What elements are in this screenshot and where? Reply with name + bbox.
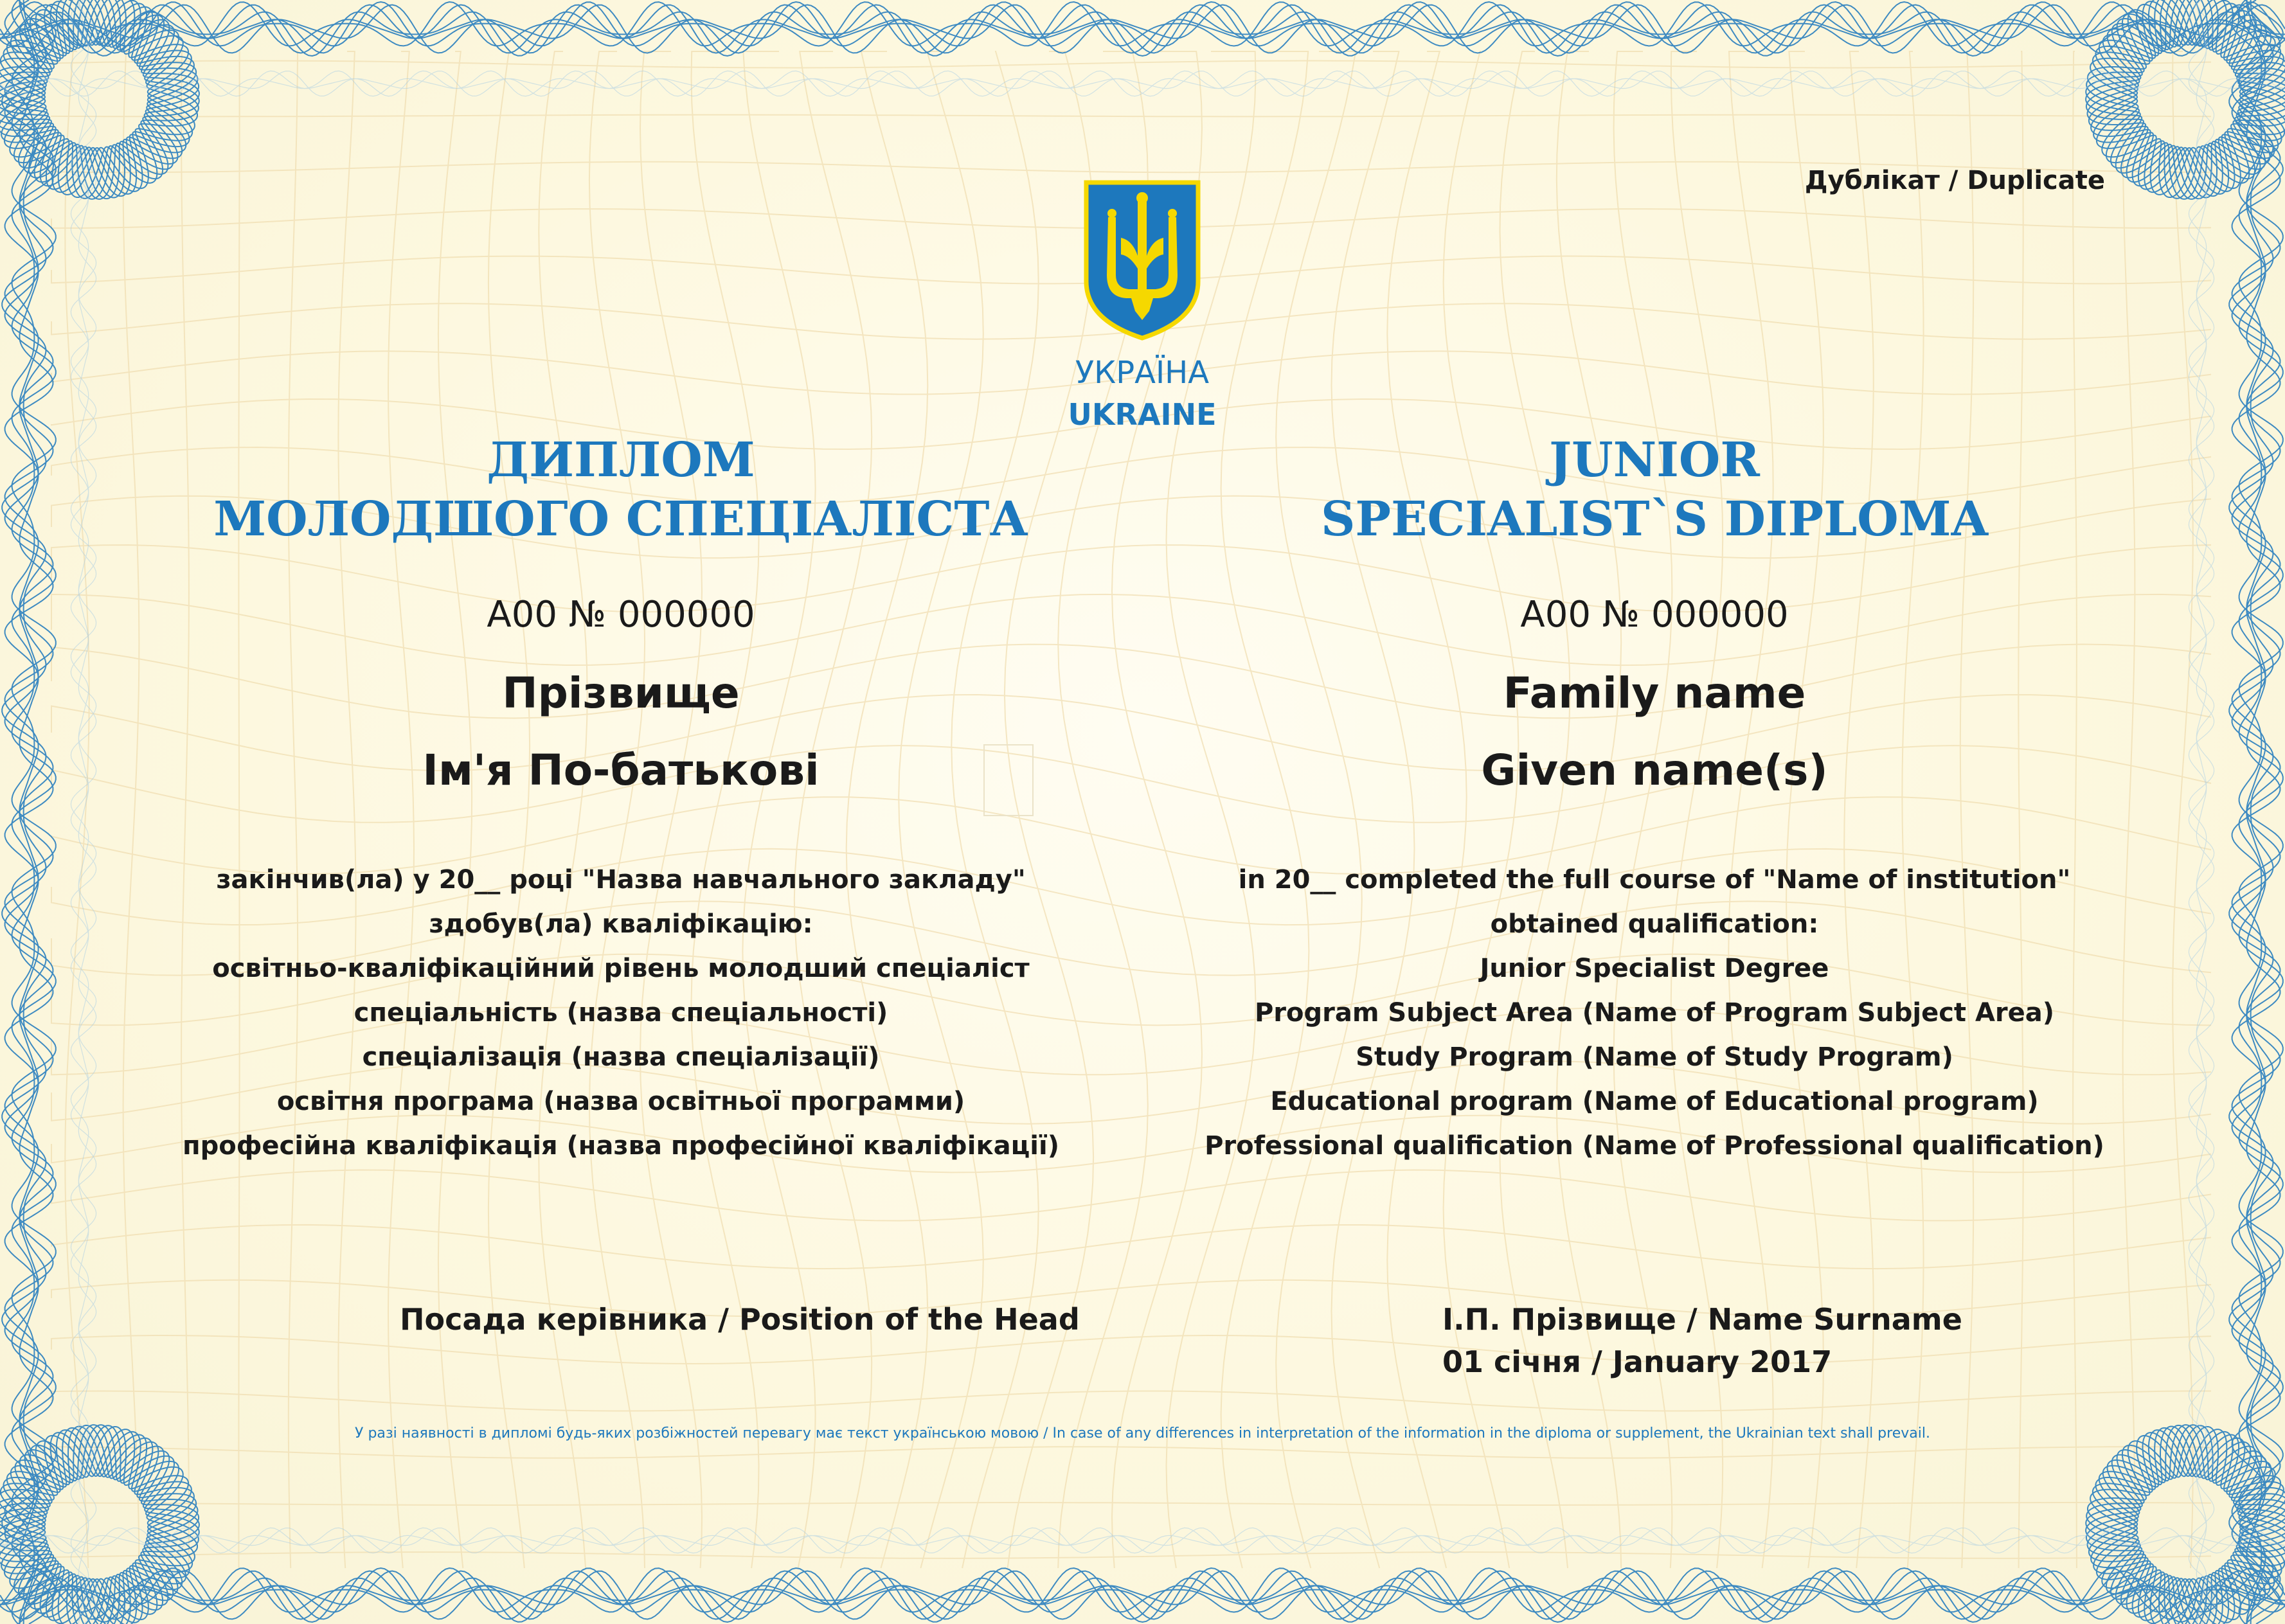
signatory-name: І.П. Прізвище / Name Surname xyxy=(1442,1302,1962,1337)
text-line: in 20__ completed the full course of "Name of institution" xyxy=(1238,865,2071,895)
head-position: Посада керівника / Position of the Head xyxy=(400,1302,1080,1337)
country-name-en: UKRAINE xyxy=(1068,397,1217,432)
country-name-ua: УКРАЇНА xyxy=(1075,355,1210,391)
title-line-1: JUNIOR xyxy=(1549,433,1760,488)
diploma-number: А00 № 000000 xyxy=(487,594,755,636)
title-line-2: МОЛОДШОГО СПЕЦІАЛІСТА xyxy=(213,492,1028,547)
trident-coat-of-arms-icon xyxy=(1082,179,1202,342)
qualification-text xyxy=(171,865,1071,1175)
diploma-title-en xyxy=(1205,431,2104,549)
text-line: Program Subject Area (Name of Program Subject Area) xyxy=(1254,998,2055,1028)
issue-date: 01 січня / January 2017 xyxy=(1442,1344,1832,1379)
title-line-1: ДИПЛОМ xyxy=(487,433,755,488)
text-line: Junior Specialist Degree xyxy=(1480,954,1829,983)
given-names: Ім'я По-батькові xyxy=(422,745,820,795)
language-disclaimer: У разі наявності в дипломі будь-яких розбіжностей перевагу має текст українською мовою / In case of any differences in interpretation of the information in the diploma or supplement, the Ukrainian text shall prevail. xyxy=(355,1425,1930,1441)
text-line: закінчив(ла) у 20__ році "Назва навчального закладу" xyxy=(216,865,1026,895)
duplicate-label: Дублікат / Duplicate xyxy=(1804,166,2105,195)
qualification-text xyxy=(1205,865,2104,1175)
title-line-2: SPECIALIST`S DIPLOMA xyxy=(1320,492,1989,547)
diploma-title-ua xyxy=(171,431,1071,549)
text-line: освітня програма (назва освітньої программи) xyxy=(276,1087,965,1116)
text-line: obtained qualification: xyxy=(1490,909,1819,939)
text-line: спеціальність (назва спеціальності) xyxy=(354,998,888,1028)
text-line: професійна кваліфікація (назва професійної кваліфікації) xyxy=(182,1131,1060,1161)
text-line: Educational program (Name of Educational program) xyxy=(1270,1087,2039,1116)
diploma-number: А00 № 000000 xyxy=(1520,594,1789,636)
text-line: освітньо-кваліфікаційний рівень молодший спеціаліст xyxy=(212,954,1030,983)
given-names: Given name(s) xyxy=(1481,745,1828,795)
family-name: Прізвище xyxy=(502,668,740,718)
family-name: Family name xyxy=(1503,668,1806,718)
text-line: Study Program (Name of Study Program) xyxy=(1356,1042,1953,1072)
text-line: здобув(ла) кваліфікацію: xyxy=(429,909,813,939)
text-line: Professional qualification (Name of Professional qualification) xyxy=(1205,1131,2104,1161)
text-line: спеціалізація (назва спеціалізації) xyxy=(362,1042,880,1072)
